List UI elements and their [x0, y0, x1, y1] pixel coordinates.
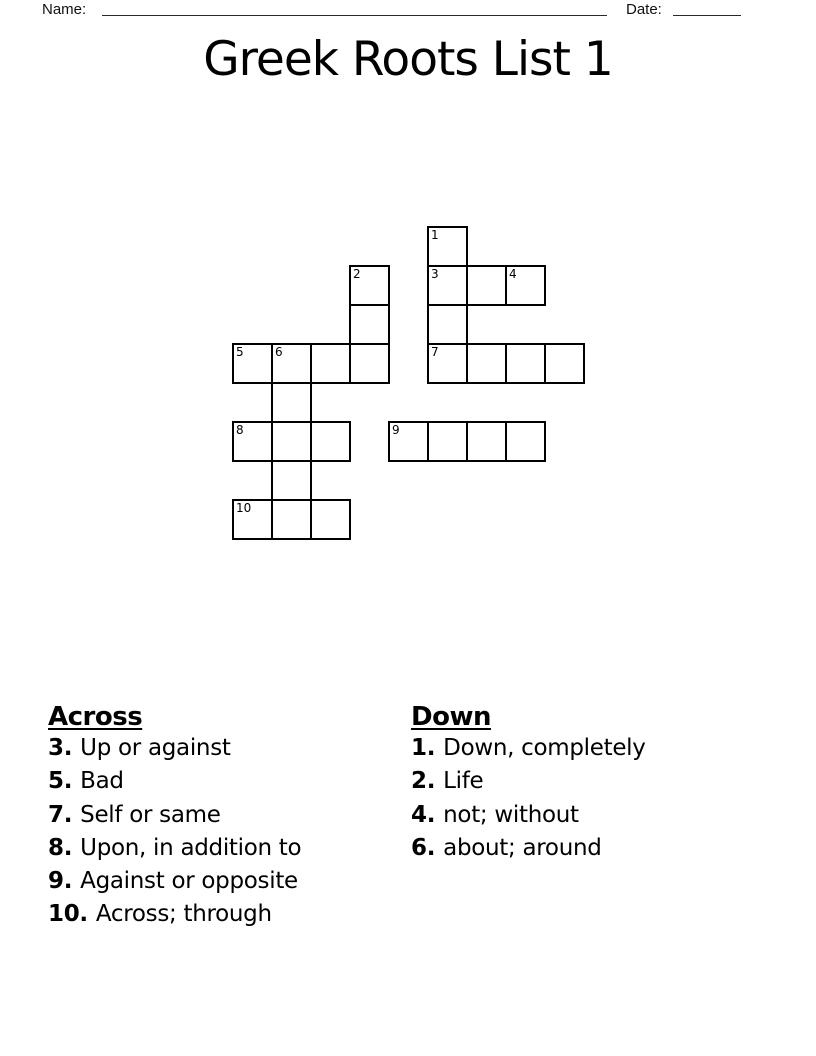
grid-cell[interactable] — [427, 421, 468, 462]
across-clue-list — [48, 732, 301, 932]
clue-down-2 — [411, 765, 646, 798]
down-heading: Down — [411, 702, 491, 732]
grid-cell-2[interactable] — [349, 265, 390, 306]
grid-cell-10[interactable] — [232, 499, 273, 540]
cell-number: 10 — [236, 501, 252, 515]
clue-number: 10. — [48, 901, 88, 928]
clue-number: 4. — [411, 801, 436, 828]
clue-across-5 — [48, 765, 301, 798]
clue-down-1 — [411, 732, 646, 765]
across-clues-section — [48, 702, 301, 932]
clue-text: Across; through — [95, 901, 272, 928]
name-fill-line[interactable] — [102, 0, 607, 16]
grid-cell[interactable] — [310, 421, 351, 462]
cell-number: 4 — [509, 267, 517, 281]
clue-text: Upon, in addition to — [80, 834, 302, 861]
clue-across-8 — [48, 832, 301, 865]
grid-cell[interactable] — [505, 343, 546, 384]
grid-cell[interactable] — [349, 343, 390, 384]
clue-text: Self or same — [80, 801, 221, 828]
grid-cell-6[interactable] — [271, 343, 312, 384]
cell-number: 9 — [392, 423, 400, 437]
clue-text: not; without — [443, 801, 579, 828]
grid-cell[interactable] — [310, 343, 351, 384]
cell-number: 5 — [236, 345, 244, 359]
clue-number: 7. — [48, 801, 73, 828]
grid-cell[interactable] — [310, 499, 351, 540]
down-clue-list — [411, 732, 646, 865]
date-label: Date: — [626, 1, 662, 18]
grid-cell-3[interactable] — [427, 265, 468, 306]
clue-down-6 — [411, 832, 646, 865]
grid-cell[interactable] — [544, 343, 585, 384]
clue-across-10 — [48, 898, 301, 931]
grid-cell[interactable] — [271, 460, 312, 501]
cell-number: 8 — [236, 423, 244, 437]
clue-number: 3. — [48, 735, 73, 761]
grid-cell-5[interactable] — [232, 343, 273, 384]
grid-cell-9[interactable] — [388, 421, 429, 462]
down-clues-section — [411, 702, 646, 865]
grid-cell-7[interactable] — [427, 343, 468, 384]
across-heading: Across — [48, 702, 143, 732]
cell-number: 2 — [353, 267, 361, 281]
clue-across-9 — [48, 865, 301, 898]
grid-cell-4[interactable] — [505, 265, 546, 306]
grid-cell[interactable] — [271, 499, 312, 540]
worksheet-header — [0, 0, 816, 22]
clue-text: about; around — [443, 834, 602, 861]
grid-cell[interactable] — [271, 382, 312, 423]
grid-cell[interactable] — [466, 421, 507, 462]
cell-number: 3 — [431, 267, 439, 281]
grid-cell-1[interactable] — [427, 226, 468, 267]
grid-cell-8[interactable] — [232, 421, 273, 462]
date-fill-line[interactable] — [673, 0, 741, 16]
clue-text: Against or opposite — [80, 868, 298, 895]
grid-cell[interactable] — [466, 343, 507, 384]
clue-number: 8. — [48, 834, 73, 861]
grid-cell[interactable] — [271, 421, 312, 462]
grid-cell[interactable] — [466, 265, 507, 306]
clue-down-4 — [411, 799, 646, 832]
grid-cell[interactable] — [427, 304, 468, 345]
page-title: Greek Roots List 1 — [203, 32, 613, 87]
clue-across-3 — [48, 732, 301, 765]
clue-number: 5. — [48, 768, 73, 795]
grid-cell[interactable] — [505, 421, 546, 462]
clue-number: 9. — [48, 868, 73, 895]
clue-number: 2. — [411, 768, 436, 795]
clue-text: Life — [443, 768, 484, 795]
clue-number: 6. — [411, 834, 436, 861]
cell-number: 6 — [275, 345, 283, 359]
clue-number: 1. — [411, 735, 436, 761]
clue-across-7 — [48, 799, 301, 832]
crossword-grid — [232, 226, 588, 543]
clue-text: Down, completely — [443, 735, 646, 761]
grid-cell[interactable] — [349, 304, 390, 345]
cell-number: 7 — [431, 345, 439, 359]
clue-text: Up or against — [80, 735, 231, 761]
name-label: Name: — [42, 1, 87, 18]
clue-text: Bad — [80, 768, 124, 795]
cell-number: 1 — [431, 228, 439, 242]
